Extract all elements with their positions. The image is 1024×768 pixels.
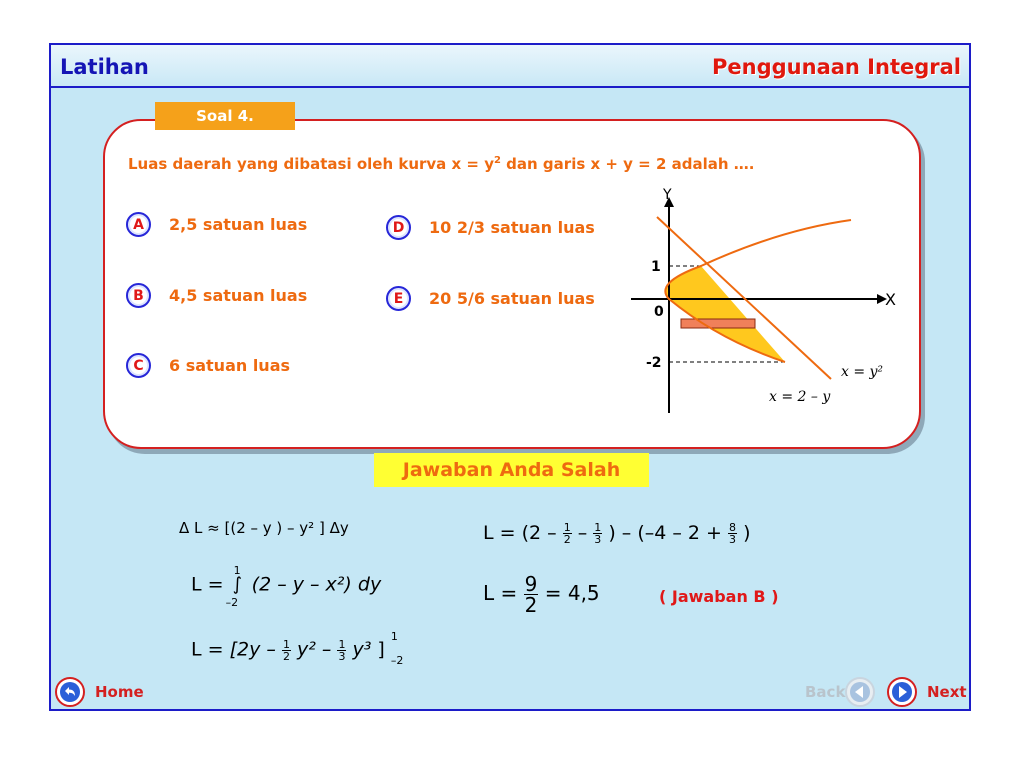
result-fraction (524, 574, 539, 615)
fraction-third (593, 522, 602, 545)
result-expression (483, 574, 600, 615)
option-label[interactable]: 2,5 satuan luas (169, 215, 308, 234)
frac-num: 1 (282, 637, 290, 651)
symbol-l: L (191, 638, 202, 661)
equals-sign: = (500, 581, 518, 605)
symbol-l: L (483, 522, 494, 544)
frac-den: 2 (563, 533, 571, 546)
antiderivative-expression (191, 630, 409, 667)
frac-den: 3 (594, 533, 602, 546)
antideriv-bracket: ] (377, 638, 385, 661)
fraction-eight-thirds (728, 522, 737, 545)
question-number-tag: Soal 4. (155, 102, 295, 130)
integral-lower: –2 (225, 596, 239, 609)
question-text: Luas daerah yang dibatasi oleh kurva $x = y^2$ dan garis x + y = 2 adalah …. (128, 155, 755, 173)
frac-den: 3 (338, 649, 346, 663)
integral-expression (191, 564, 382, 609)
antideriv-part: y² – (297, 638, 332, 661)
option-b[interactable] (126, 283, 307, 308)
option-label[interactable]: 6 satuan luas (169, 356, 291, 375)
integrand: (2 – y – x²) (251, 573, 352, 596)
fraction-half (282, 639, 291, 662)
delta-expression: Δ L ≈ [(2 – y ) – y² ] Δy (179, 519, 349, 537)
eval-part: ) – (–4 – 2 + (608, 522, 722, 544)
curve-label: x = y² (841, 364, 884, 380)
feedback-banner: Jawaban Anda Salah (374, 453, 649, 487)
antideriv-part: [2y – (229, 638, 276, 661)
tick-label-m2: -2 (646, 355, 662, 371)
frac-den: 2 (524, 593, 538, 617)
option-badge[interactable]: E (386, 286, 411, 311)
antideriv-part: y³ (352, 638, 372, 661)
home-arrow-icon (57, 679, 83, 705)
option-d[interactable] (386, 215, 595, 240)
home-label[interactable]: Home (95, 683, 144, 701)
option-label[interactable]: 20 5/6 satuan luas (429, 289, 595, 308)
line-label: x = 2 – y (769, 389, 831, 405)
integral-upper: 1 (233, 564, 241, 577)
differential: dy (357, 573, 382, 596)
symbol-l: L (483, 581, 495, 605)
frac-num: 1 (338, 637, 346, 651)
tick-label-1: 1 (651, 259, 661, 275)
option-a[interactable] (126, 212, 307, 237)
eval-limits (390, 630, 409, 667)
frac-den: 3 (729, 533, 737, 546)
x-axis-label: X (885, 290, 896, 309)
answer-note: ( Jawaban B ) (659, 587, 779, 606)
topic-title: Penggunaan Integral (712, 55, 961, 79)
frac-num: 1 (563, 521, 571, 534)
frac-den: 2 (282, 649, 290, 663)
frac-num: 8 (729, 521, 737, 534)
fraction-third (337, 639, 346, 662)
equals-sign: = (207, 573, 224, 596)
eval-upper: 1 (390, 630, 398, 643)
option-c[interactable] (126, 353, 290, 378)
frac-num: 9 (524, 572, 538, 596)
back-arrow-icon (847, 679, 873, 705)
integral-glyph: ∫ (232, 574, 242, 595)
eval-part: – (577, 522, 588, 544)
back-label[interactable]: Back (805, 683, 846, 701)
area-graph (629, 185, 919, 415)
next-label[interactable]: Next (927, 683, 967, 701)
next-arrow-icon (889, 679, 915, 705)
result-value: = 4,5 (544, 581, 600, 605)
option-badge[interactable]: C (126, 353, 151, 378)
eval-part: ) (743, 522, 751, 544)
equals-sign: = (207, 638, 224, 661)
option-e[interactable] (386, 286, 595, 311)
sample-strip (681, 319, 755, 328)
option-label[interactable]: 10 2/3 satuan luas (429, 218, 595, 237)
slide-frame (49, 43, 971, 711)
symbol-l: L (191, 573, 202, 596)
option-label[interactable]: 4,5 satuan luas (169, 286, 308, 305)
equals-sign: = (499, 522, 516, 544)
fraction-half (563, 522, 572, 545)
next-button[interactable] (887, 677, 917, 707)
integral-sign (225, 564, 246, 609)
home-button[interactable] (55, 677, 85, 707)
evaluation-expression (483, 522, 750, 545)
section-title: Latihan (60, 55, 149, 79)
eval-part: (2 – (521, 522, 557, 544)
back-button[interactable] (845, 677, 875, 707)
frac-num: 1 (594, 521, 602, 534)
y-axis-label: Y (663, 187, 672, 203)
eval-lower: –2 (390, 654, 404, 667)
tick-label-0: 0 (654, 304, 664, 320)
slide-header (51, 45, 969, 88)
option-badge[interactable]: D (386, 215, 411, 240)
option-badge[interactable]: B (126, 283, 151, 308)
option-badge[interactable]: A (126, 212, 151, 237)
